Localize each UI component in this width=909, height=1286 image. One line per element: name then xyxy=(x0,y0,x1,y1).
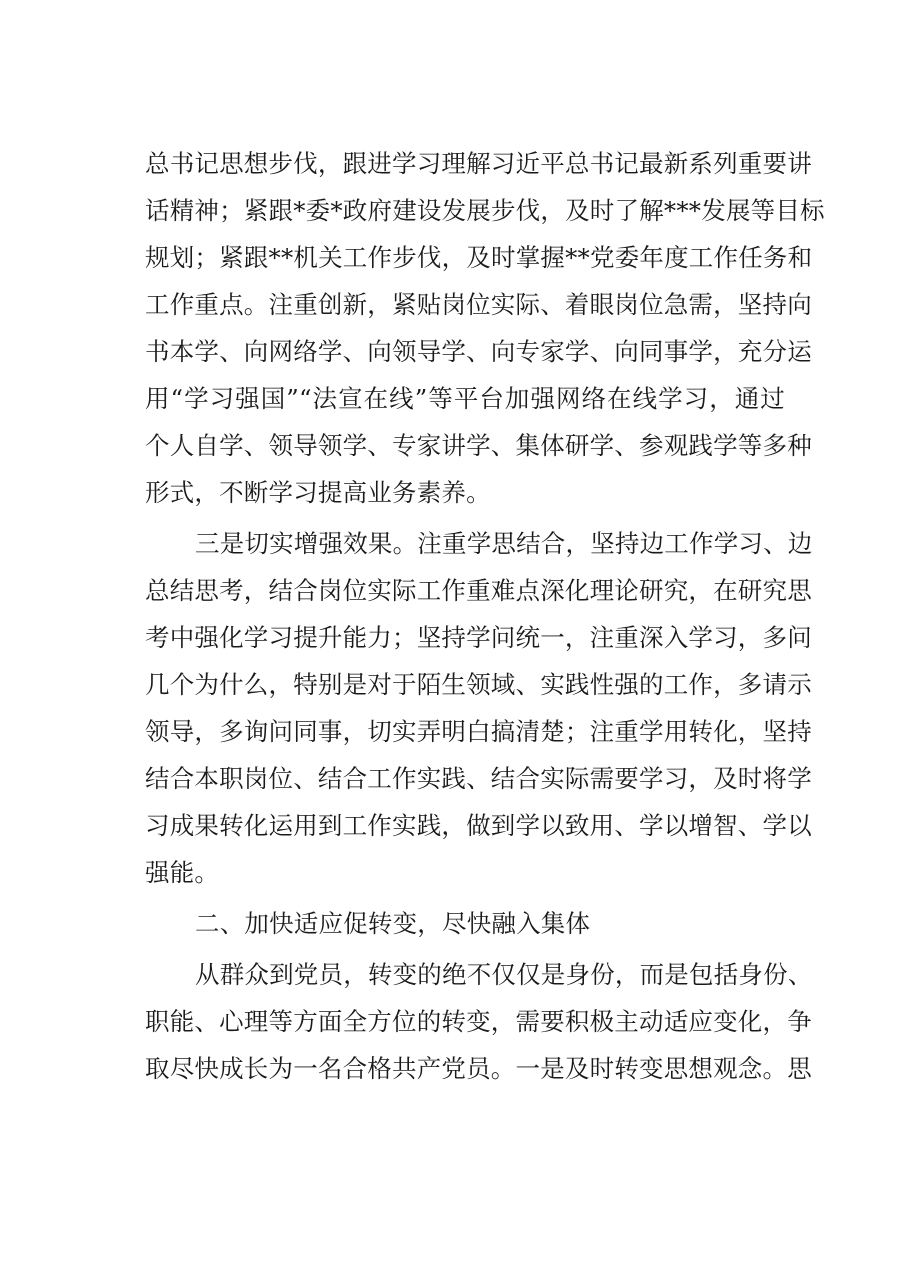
text-line: 话精神；紧跟*委*政府建设发展步伐，及时了解***发展等目标 xyxy=(145,196,825,225)
text-line: 总结思考，结合岗位实际工作重难点深化理论研究，在研究思 xyxy=(145,576,812,605)
text-line: 习成果转化运用到工作实践，做到学以致用、学以增智、学以 xyxy=(145,811,812,840)
text-line: 从群众到党员，转变的绝不仅仅是身份，而是包括身份、 xyxy=(195,960,813,989)
text-line: 考中强化学习提升能力；坚持学问统一，注重深入学习，多问 xyxy=(145,623,812,652)
paragraph xyxy=(145,520,813,896)
text-line: 个人自学、领导领学、专家讲学、集体研学、参观践学等多种 xyxy=(145,431,812,460)
section-heading xyxy=(145,900,785,947)
text-line: 用“学习强国”“法宣在线”等平台加强网络在线学习，通过 xyxy=(145,384,785,413)
paragraph xyxy=(145,951,813,1092)
paragraph xyxy=(145,140,825,516)
text-line: 职能、心理等方面全方位的转变，需要积极主动适应变化，争 xyxy=(145,1007,812,1036)
text-line: 领导，多询问同事，切实弄明白搞清楚；注重学用转化，坚持 xyxy=(145,717,812,746)
text-line: 规划；紧跟**机关工作步伐，及时掌握**党委年度工作任务和 xyxy=(145,243,813,272)
text-line: 总书记思想步伐，跟进学习理解习近平总书记最新系列重要讲 xyxy=(145,149,812,178)
heading-line: 二、加快适应促转变，尽快融入集体 xyxy=(195,909,591,938)
text-line: 工作重点。注重创新，紧贴岗位实际、着眼岗位急需，坚持向 xyxy=(145,290,812,319)
text-line: 结合本职岗位、结合工作实践、结合实际需要学习，及时将学 xyxy=(145,764,812,793)
text-line: 形式，不断学习提高业务素养。 xyxy=(145,478,491,507)
text-line: 强能。 xyxy=(145,858,220,887)
text-line: 几个为什么，特别是对于陌生领域、实践性强的工作，多请示 xyxy=(145,670,812,699)
text-line: 书本学、向网络学、向领导学、向专家学、向同事学，充分运 xyxy=(145,337,812,366)
text-line: 三是切实增强效果。注重学思结合，坚持边工作学习、边 xyxy=(195,529,813,558)
text-line: 取尽快成长为一名合格共产党员。一是及时转变思想观念。思 xyxy=(145,1054,812,1083)
document-body xyxy=(145,140,825,1092)
